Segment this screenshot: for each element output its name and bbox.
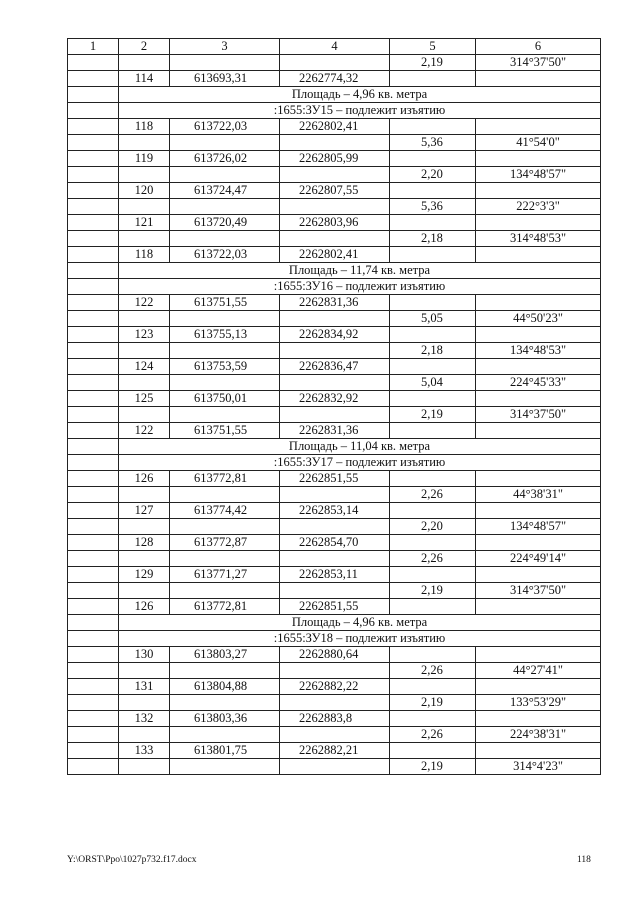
segment-length: 5,04 (390, 375, 476, 391)
empty-cell (119, 407, 170, 423)
empty-cell (68, 151, 119, 167)
empty-cell (68, 727, 119, 743)
segment-row (68, 231, 601, 247)
point-number: 131 (119, 679, 170, 695)
point-number: 125 (119, 391, 170, 407)
empty-cell (280, 55, 390, 71)
coordinate-x: 613726,02 (170, 151, 280, 167)
coordinate-x: 613693,31 (170, 71, 280, 87)
empty-cell (390, 471, 476, 487)
point-row (68, 423, 601, 439)
segment-bearing: 224°49'14" (476, 551, 601, 567)
coordinate-x: 613772,81 (170, 599, 280, 615)
empty-cell (68, 455, 119, 471)
point-number: 126 (119, 599, 170, 615)
empty-cell (68, 743, 119, 759)
coordinate-y: 2262831,36 (280, 295, 390, 311)
empty-cell (68, 471, 119, 487)
section-caption: Площадь – 4,96 кв. метра (119, 87, 601, 103)
coordinate-x: 613722,03 (170, 119, 280, 135)
empty-cell (68, 311, 119, 327)
coordinate-y: 2262834,92 (280, 327, 390, 343)
point-number: 133 (119, 743, 170, 759)
empty-cell (390, 423, 476, 439)
segment-row (68, 167, 601, 183)
segment-row (68, 727, 601, 743)
point-number: 120 (119, 183, 170, 199)
empty-cell (390, 647, 476, 663)
coordinate-x: 613803,36 (170, 711, 280, 727)
empty-cell (68, 711, 119, 727)
segment-length: 5,36 (390, 199, 476, 215)
empty-cell (170, 695, 280, 711)
empty-cell (68, 487, 119, 503)
empty-cell (476, 599, 601, 615)
point-row (68, 119, 601, 135)
point-row (68, 247, 601, 263)
coordinate-x: 613804,88 (170, 679, 280, 695)
point-row (68, 295, 601, 311)
empty-cell (68, 679, 119, 695)
point-row (68, 535, 601, 551)
empty-cell (390, 391, 476, 407)
empty-cell (476, 247, 601, 263)
empty-cell (390, 247, 476, 263)
empty-cell (119, 663, 170, 679)
empty-cell (476, 679, 601, 695)
coordinate-y: 2262802,41 (280, 247, 390, 263)
section-row (68, 279, 601, 295)
empty-cell (280, 343, 390, 359)
segment-length: 2,19 (390, 407, 476, 423)
header-cell: 5 (390, 39, 476, 55)
empty-cell (68, 263, 119, 279)
segment-length: 2,20 (390, 519, 476, 535)
point-row (68, 391, 601, 407)
segment-row (68, 311, 601, 327)
empty-cell (476, 183, 601, 199)
empty-cell (390, 71, 476, 87)
coordinate-x: 613772,87 (170, 535, 280, 551)
empty-cell (119, 487, 170, 503)
point-number: 118 (119, 247, 170, 263)
empty-cell (68, 231, 119, 247)
empty-cell (170, 343, 280, 359)
segment-length: 2,19 (390, 583, 476, 599)
point-number: 129 (119, 567, 170, 583)
segment-row (68, 519, 601, 535)
segment-bearing: 314°37'50" (476, 583, 601, 599)
empty-cell (390, 327, 476, 343)
empty-cell (476, 503, 601, 519)
empty-cell (476, 71, 601, 87)
empty-cell (390, 567, 476, 583)
empty-cell (68, 55, 119, 71)
empty-cell (476, 119, 601, 135)
empty-cell (68, 599, 119, 615)
coordinate-x: 613751,55 (170, 295, 280, 311)
point-number: 123 (119, 327, 170, 343)
empty-cell (280, 375, 390, 391)
coordinate-y: 2262882,22 (280, 679, 390, 695)
empty-cell (390, 743, 476, 759)
footer-page-number: 118 (577, 855, 591, 865)
empty-cell (170, 551, 280, 567)
segment-length: 5,36 (390, 135, 476, 151)
segment-row (68, 551, 601, 567)
coordinate-y: 2262854,70 (280, 535, 390, 551)
empty-cell (390, 119, 476, 135)
empty-cell (68, 343, 119, 359)
empty-cell (170, 727, 280, 743)
point-number: 128 (119, 535, 170, 551)
empty-cell (119, 375, 170, 391)
empty-cell (119, 519, 170, 535)
empty-cell (68, 535, 119, 551)
section-row (68, 631, 601, 647)
point-row (68, 711, 601, 727)
coordinate-y: 2262774,32 (280, 71, 390, 87)
empty-cell (280, 759, 390, 775)
empty-cell (280, 407, 390, 423)
point-row (68, 327, 601, 343)
coordinate-x: 613772,81 (170, 471, 280, 487)
point-row (68, 183, 601, 199)
empty-cell (119, 343, 170, 359)
empty-cell (170, 135, 280, 151)
empty-cell (390, 215, 476, 231)
empty-cell (280, 583, 390, 599)
point-number: 132 (119, 711, 170, 727)
point-row (68, 215, 601, 231)
empty-cell (280, 135, 390, 151)
point-number: 114 (119, 71, 170, 87)
empty-cell (68, 647, 119, 663)
empty-cell (119, 727, 170, 743)
empty-cell (68, 199, 119, 215)
empty-cell (119, 695, 170, 711)
segment-bearing: 44°27'41" (476, 663, 601, 679)
coordinate-x: 613751,55 (170, 423, 280, 439)
empty-cell (476, 535, 601, 551)
empty-cell (476, 327, 601, 343)
point-row (68, 151, 601, 167)
point-number: 130 (119, 647, 170, 663)
point-number: 126 (119, 471, 170, 487)
empty-cell (68, 663, 119, 679)
coordinate-y: 2262882,21 (280, 743, 390, 759)
empty-cell (390, 503, 476, 519)
header-row (68, 39, 601, 55)
empty-cell (68, 551, 119, 567)
point-number: 122 (119, 295, 170, 311)
empty-cell (390, 711, 476, 727)
point-number: 127 (119, 503, 170, 519)
empty-cell (68, 423, 119, 439)
point-number: 118 (119, 119, 170, 135)
empty-cell (280, 663, 390, 679)
segment-bearing: 44°50'23" (476, 311, 601, 327)
empty-cell (68, 279, 119, 295)
segment-bearing: 44°38'31" (476, 487, 601, 503)
segment-length: 2,18 (390, 231, 476, 247)
coordinate-y: 2262831,36 (280, 423, 390, 439)
section-caption: :1655:ЗУ15 – подлежит изъятию (119, 103, 601, 119)
empty-cell (170, 663, 280, 679)
coordinate-x: 613771,27 (170, 567, 280, 583)
header-cell: 6 (476, 39, 601, 55)
empty-cell (68, 183, 119, 199)
segment-bearing: 134°48'53" (476, 343, 601, 359)
point-number: 124 (119, 359, 170, 375)
empty-cell (68, 247, 119, 263)
section-caption: :1655:ЗУ17 – подлежит изъятию (119, 455, 601, 471)
point-number: 121 (119, 215, 170, 231)
coordinate-y: 2262802,41 (280, 119, 390, 135)
empty-cell (476, 647, 601, 663)
segment-row (68, 343, 601, 359)
empty-cell (390, 183, 476, 199)
empty-cell (170, 311, 280, 327)
empty-cell (119, 551, 170, 567)
empty-cell (390, 679, 476, 695)
segment-bearing: 314°4'23" (476, 759, 601, 775)
segment-bearing: 314°37'50" (476, 407, 601, 423)
empty-cell (170, 55, 280, 71)
segment-bearing: 314°48'53" (476, 231, 601, 247)
empty-cell (170, 487, 280, 503)
footer-file-path: Y:\ORST\Ppo\1027p732.f17.docx (67, 855, 197, 865)
section-caption: Площадь – 11,74 кв. метра (119, 263, 601, 279)
empty-cell (68, 87, 119, 103)
point-row (68, 599, 601, 615)
section-row (68, 103, 601, 119)
empty-cell (68, 519, 119, 535)
empty-cell (280, 167, 390, 183)
empty-cell (119, 55, 170, 71)
empty-cell (280, 199, 390, 215)
empty-cell (68, 615, 119, 631)
empty-cell (390, 359, 476, 375)
segment-row (68, 407, 601, 423)
segment-bearing: 224°45'33" (476, 375, 601, 391)
coordinate-x: 613722,03 (170, 247, 280, 263)
empty-cell (68, 695, 119, 711)
segment-length: 2,26 (390, 487, 476, 503)
empty-cell (390, 535, 476, 551)
empty-cell (68, 135, 119, 151)
empty-cell (476, 423, 601, 439)
empty-cell (68, 167, 119, 183)
header-cell: 1 (68, 39, 119, 55)
empty-cell (170, 407, 280, 423)
point-row (68, 359, 601, 375)
empty-cell (280, 695, 390, 711)
empty-cell (68, 391, 119, 407)
empty-cell (390, 295, 476, 311)
segment-bearing: 134°48'57" (476, 519, 601, 535)
coordinate-x: 613750,01 (170, 391, 280, 407)
empty-cell (68, 375, 119, 391)
segment-length: 5,05 (390, 311, 476, 327)
empty-cell (68, 407, 119, 423)
segment-bearing: 134°48'57" (476, 167, 601, 183)
empty-cell (476, 359, 601, 375)
empty-cell (119, 311, 170, 327)
point-row (68, 71, 601, 87)
segment-length: 2,26 (390, 727, 476, 743)
section-caption: :1655:ЗУ18 – подлежит изъятию (119, 631, 601, 647)
coordinate-x: 613755,13 (170, 327, 280, 343)
segment-row (68, 135, 601, 151)
segment-row (68, 487, 601, 503)
empty-cell (119, 231, 170, 247)
empty-cell (68, 583, 119, 599)
coordinate-x: 613724,47 (170, 183, 280, 199)
coordinate-y: 2262805,99 (280, 151, 390, 167)
point-row (68, 503, 601, 519)
header-cell: 3 (170, 39, 280, 55)
section-row (68, 263, 601, 279)
empty-cell (68, 359, 119, 375)
empty-cell (68, 439, 119, 455)
empty-cell (170, 519, 280, 535)
empty-cell (68, 71, 119, 87)
empty-cell (68, 215, 119, 231)
empty-cell (68, 327, 119, 343)
section-caption: :1655:ЗУ16 – подлежит изъятию (119, 279, 601, 295)
segment-bearing: 41°54'0" (476, 135, 601, 151)
section-row (68, 455, 601, 471)
empty-cell (476, 471, 601, 487)
empty-cell (280, 519, 390, 535)
empty-cell (68, 103, 119, 119)
segment-length: 2,26 (390, 551, 476, 567)
coordinate-y: 2262807,55 (280, 183, 390, 199)
segment-row (68, 55, 601, 71)
coordinate-x: 613720,49 (170, 215, 280, 231)
empty-cell (68, 119, 119, 135)
header-cell: 4 (280, 39, 390, 55)
empty-cell (476, 711, 601, 727)
empty-cell (476, 743, 601, 759)
coordinate-x: 613753,59 (170, 359, 280, 375)
empty-cell (476, 391, 601, 407)
point-number: 122 (119, 423, 170, 439)
coordinate-x: 613774,42 (170, 503, 280, 519)
empty-cell (119, 199, 170, 215)
coordinate-y: 2262853,14 (280, 503, 390, 519)
empty-cell (280, 231, 390, 247)
coordinate-y: 2262851,55 (280, 599, 390, 615)
empty-cell (170, 583, 280, 599)
empty-cell (170, 759, 280, 775)
coordinate-y: 2262836,47 (280, 359, 390, 375)
empty-cell (280, 551, 390, 567)
segment-length: 2,18 (390, 343, 476, 359)
segment-row (68, 199, 601, 215)
point-row (68, 567, 601, 583)
empty-cell (170, 231, 280, 247)
segment-bearing: 133°53'29" (476, 695, 601, 711)
coordinate-y: 2262803,96 (280, 215, 390, 231)
section-caption: Площадь – 11,04 кв. метра (119, 439, 601, 455)
empty-cell (170, 375, 280, 391)
segment-row (68, 695, 601, 711)
coordinate-y: 2262853,11 (280, 567, 390, 583)
empty-cell (68, 631, 119, 647)
empty-cell (280, 311, 390, 327)
table-body (68, 55, 601, 775)
empty-cell (476, 567, 601, 583)
empty-cell (170, 167, 280, 183)
empty-cell (68, 503, 119, 519)
segment-bearing: 222°3'3" (476, 199, 601, 215)
empty-cell (280, 727, 390, 743)
section-caption: Площадь – 4,96 кв. метра (119, 615, 601, 631)
empty-cell (119, 167, 170, 183)
point-row (68, 471, 601, 487)
segment-row (68, 663, 601, 679)
coordinate-x: 613803,27 (170, 647, 280, 663)
coordinate-y: 2262832,92 (280, 391, 390, 407)
point-row (68, 647, 601, 663)
point-row (68, 679, 601, 695)
empty-cell (119, 759, 170, 775)
coordinate-y: 2262851,55 (280, 471, 390, 487)
segment-bearing: 314°37'50" (476, 55, 601, 71)
segment-row (68, 759, 601, 775)
segment-row (68, 375, 601, 391)
empty-cell (119, 135, 170, 151)
coordinate-y: 2262880,64 (280, 647, 390, 663)
section-row (68, 615, 601, 631)
section-row (68, 439, 601, 455)
empty-cell (119, 583, 170, 599)
coordinate-x: 613801,75 (170, 743, 280, 759)
empty-cell (170, 199, 280, 215)
segment-bearing: 224°38'31" (476, 727, 601, 743)
section-row (68, 87, 601, 103)
segment-length: 2,19 (390, 759, 476, 775)
empty-cell (68, 759, 119, 775)
coordinates-table (67, 38, 601, 775)
empty-cell (280, 487, 390, 503)
empty-cell (68, 295, 119, 311)
empty-cell (68, 567, 119, 583)
empty-cell (476, 215, 601, 231)
segment-length: 2,19 (390, 55, 476, 71)
empty-cell (476, 151, 601, 167)
segment-length: 2,26 (390, 663, 476, 679)
point-row (68, 743, 601, 759)
segment-length: 2,20 (390, 167, 476, 183)
point-number: 119 (119, 151, 170, 167)
segment-length: 2,19 (390, 695, 476, 711)
empty-cell (390, 599, 476, 615)
empty-cell (476, 295, 601, 311)
empty-cell (390, 151, 476, 167)
coordinate-y: 2262883,8 (280, 711, 390, 727)
header-cell: 2 (119, 39, 170, 55)
segment-row (68, 583, 601, 599)
